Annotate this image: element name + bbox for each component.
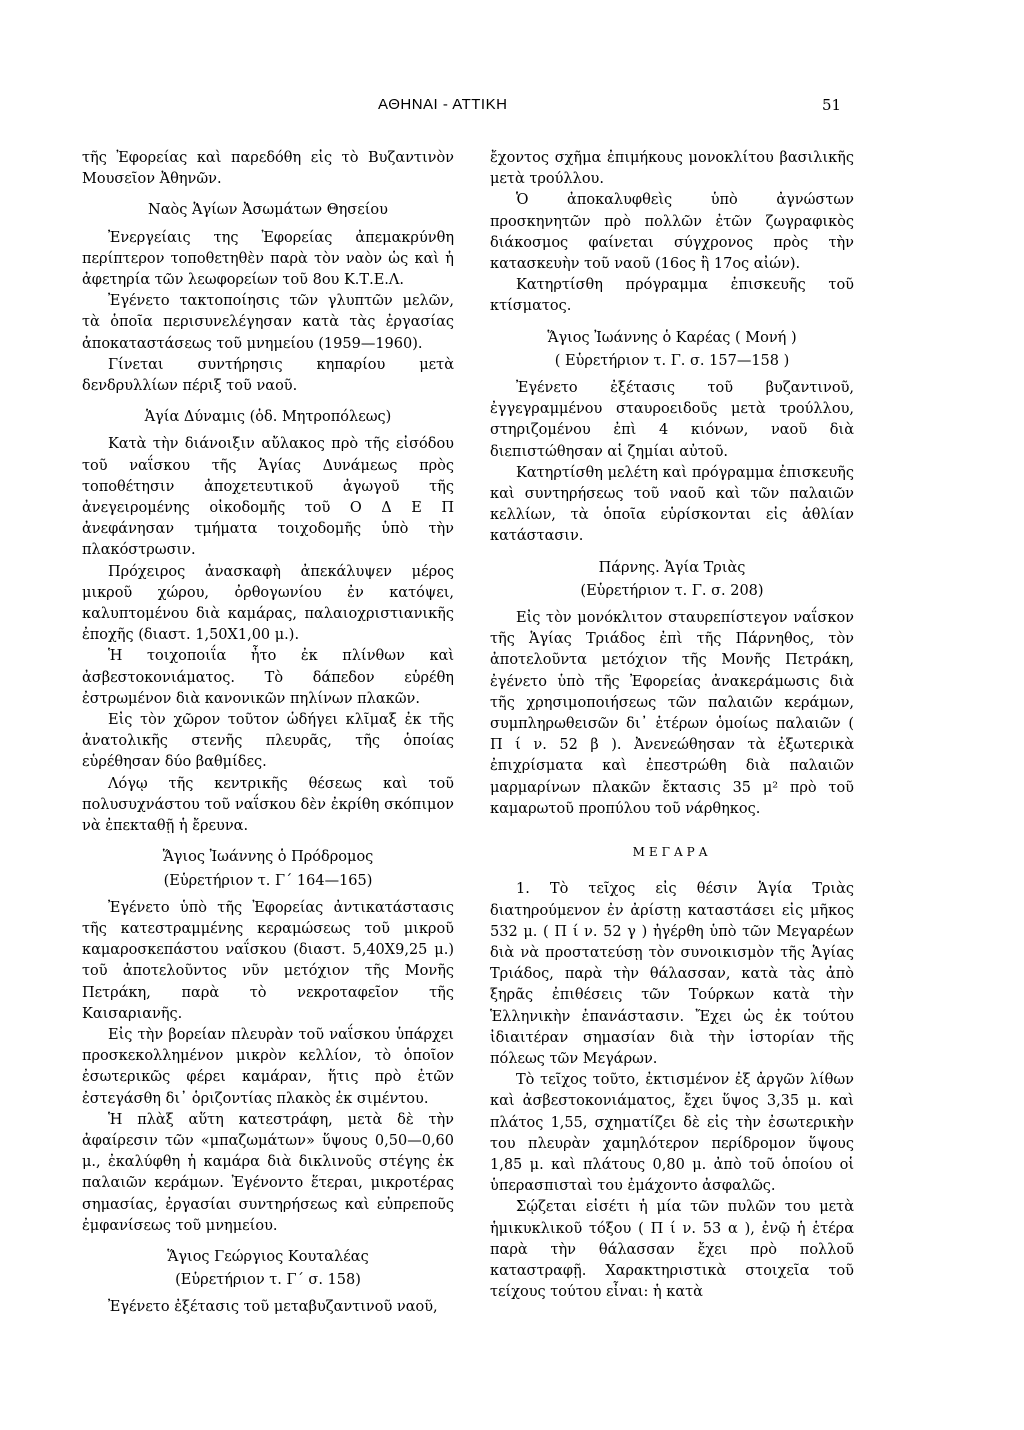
paragraph: Κατὰ τὴν διάνοιξιν αὔλακος πρὸ τῆς εἰσόδου τοῦ ναΐσκου τῆς Ἁγίας Δυνάμεως πρὸς τοποθέτησιν ἀποχετευτικοῦ ἀγωγοῦ τῆς ἀνεγειρομένης οἰκοδομῆς τοῦ Ο Δ Ε Π ἀνεφάνησαν τμήματα τοιχοδομῆς ὑπὸ τὴν πλακόστρωσιν. — [82, 436, 454, 559]
page-header — [0, 96, 1024, 120]
paragraph: Κατηρτίσθη μελέτη καὶ πρόγραμμα ἐπισκευῆς καὶ συντηρήσεως τοῦ ναοῦ καὶ τῶν παλαιῶν κελλίων, τὰ ὁποῖα εὑρίσκονται εἰς ἀθλίαν κατάστασιν. — [490, 464, 854, 545]
paragraph: Ἐγένετο ὑπὸ τῆς Ἐφορείας ἀντικατάστασις τῆς κατεστραμμένης κεραμώσεως τοῦ μικροῦ καμαροσκεπάστου ναΐσκου (διαστ. 5,40Χ9,25 μ.) τοῦ ἀποτελοῦντος νῦν μετόχιον τῆς Μονῆς Πετράκη, παρὰ τὸ νεκροταφεῖον τῆς Καισαριανῆς. — [82, 899, 454, 1022]
paragraph: Ἐγένετο ἐξέτασις τοῦ βυζαντινοῦ, ἐγγεγραμμένου σταυροειδοῦς μετὰ τρούλλου, στηριζομένου ἐπὶ 4 κιόνων, ναοῦ διὰ διεπιστώθησαν αἱ ζημίαι αὐτοῦ. — [490, 380, 854, 460]
paragraph: Γίνεται συντήρησις κηπαρίου μετὰ δενδρυλλίων πέριξ τοῦ ναοῦ. — [82, 356, 454, 395]
page-number: 51 — [822, 96, 842, 114]
running-title: ΑΘΗΝΑΙ - ΑΤΤΙΚΗ — [378, 96, 508, 113]
paragraph: Τὸ τεῖχος τοῦτο, ἐκτισμένον ἐξ ἀργῶν λίθων καὶ ἀσβεστοκονιάματος, ἔχει ὕψος 3,35 μ. καὶ πλάτος 1,55, σχηματίζει δὲ εἰς τὴν ἐσωτερικὴν του πλευρὰν χαμηλότερον περίδρομον ὕψους 1,85 μ. καὶ πλάτους 0,80 μ. ἀπὸ τοῦ ὁποίου οἱ ὑπερασπισταὶ του ἐμάχοντο ἀσφαλῶς. — [490, 1072, 854, 1195]
paragraph: τῆς Ἐφορείας καὶ παρεδόθη εἰς τὸ Βυζαντινὸν Μουσεῖον Ἀθηνῶν. — [82, 150, 454, 188]
entry-subheading: (Εὑρετήριον τ. Γ΄ σ. 158) — [175, 1272, 361, 1289]
paragraph: Κατηρτίσθη πρόγραμμα ἐπισκευῆς τοῦ κτίσματος. — [490, 277, 854, 315]
entry-heading: Ἁγία Δύναμις (ὁδ. Μητροπόλεως) — [144, 409, 392, 426]
entry-heading: Ναὸς Ἁγίων Ἀσωμάτων Θησείου — [148, 202, 388, 219]
entry-heading: Ἅγιος Ἰωάννης ὁ Πρόδρομος — [162, 849, 374, 866]
right-column — [490, 148, 854, 1303]
paragraph: Πρόχειρος ἀνασκαφὴ ἀπεκάλυψεν μέρος μικροῦ χώρου, ὀρθογωνίου ἐν κατόψει, καλυπτομένου διὰ καμάρας, παλαιοχριστιανικῆς ἐποχῆς (διαστ. 1,50Χ1,00 μ.). — [82, 563, 454, 644]
paragraph: Ἡ πλὰξ αὕτη κατεστράφη, μετὰ δὲ τὴν ἀφαίρεσιν τῶν «μπαζωμάτων» ὕψους 0,50—0,60 μ., ἐκαλύφθη ἡ καμάρα διὰ δικλινοῦς στέγης ἐκ παλαιῶν κεράμων. Ἐγένοντο ἕτεραι, μικροτέρας σημασίας, ἐργασίαι συντηρήσεως καὶ εὐπρεποῦς ἐμφανίσεως τοῦ μνημείου. — [82, 1111, 454, 1234]
left-column — [82, 148, 454, 1319]
paragraph: Εἰς τὸν μονόκλιτον σταυρεπίστεγον ναΐσκον τῆς Ἁγίας Τριάδος ἐπὶ τῆς Πάρνηθος, τὸν ἀποτελοῦντα μετόχιον τῆς Μονῆς Πετράκη, ἐγένετο ὑπὸ τῆς Ἐφορείας ἀνακεράμωσις διὰ τῆς χρησιμοποιήσεως τῶν παλαιῶν κεράμων, συμπληρωθεισῶν δι᾽ ἑτέρων ὁμοίως παλαιῶν ( Π ί ν. 52 β ). Ἀνενεώθησαν τὰ ἐξωτερικὰ ἐπιχρίσματα καὶ ἐπεστρώθη διὰ παλαιῶν μαρμαρίνων πλακῶν ἔκτασις 35 μ² πρὸ τοῦ καμαρωτοῦ προπύλου τοῦ νάρθηκος. — [490, 610, 854, 817]
entry-subheading: (Εὑρετήριον τ. Γ΄ 164—165) — [163, 872, 373, 889]
section-heading: ΜΕΓΑΡΑ — [632, 845, 712, 860]
paragraph: Ἐνεργείαις της Ἐφορείας ἀπεμακρύνθη περίπτερον τοποθετηθὲν παρὰ τὸν ναὸν ὡς καὶ ἡ ἀφετηρία τῶν λεωφορείων τοῦ 8ου Κ.Τ.Ε.Λ. — [82, 229, 454, 289]
paragraph: Ὁ ἀποκαλυφθεὶς ὑπὸ ἀγνώστων προσκηνητῶν πρὸ πολλῶν ἐτῶν ζωγραφικὸς διάκοσμος φαίνεται σύγχρονος πρὸς τὴν κατασκευὴν τοῦ ναοῦ (16ος ἢ 17ος αἰών). — [490, 192, 854, 273]
paragraph: ἔχοντος σχῆμα ἐπιμήκους μονοκλίτου βασιλικῆς μετὰ τρούλλου. — [490, 150, 854, 188]
paragraph: Ἐγένετο τακτοποίησις τῶν γλυπτῶν μελῶν, τὰ ὁποῖα περισυνελέγησαν κατὰ τὰς ἐργασίας ἀποκαταστάσεως τοῦ μνημείου (1959—1960). — [82, 293, 454, 352]
paragraph: Εἰς τὴν βορείαν πλευρὰν τοῦ ναΐσκου ὑπάρχει προσκεκολλημένον μικρὸν κελλίον, τὸ ὁποῖον ἐσωτερικῶς φέρει καμάραν, ἥτις πρὸ ἐτῶν ἐστεγάσθη δι᾽ ὁριζοντίας πλακὸς ἐκ σιμέντου. — [82, 1026, 454, 1107]
paragraph: Εἰς τὸν χῶρον τοῦτον ὡδήγει κλῖμαξ ἐκ τῆς ἀνατολικῆς στενῆς πλευρᾶς, τῆς ὁποίας εὑρέθησαν δύο βαθμίδες. — [82, 712, 454, 771]
paragraph: Σῴζεται εἰσέτι ἡ μία τῶν πυλῶν του μετὰ ἡμικυκλικοῦ τόξου ( Π ί ν. 53 α ), ἐνῷ ἡ ἑτέρα παρὰ τὴν θάλασσαν ἔχει πρὸ πολλοῦ καταστραφῇ. Χαρακτηριστικὰ στοιχεῖα τοῦ τείχους τούτου εἶναι: ἡ κατὰ — [490, 1199, 854, 1301]
entry-heading: Ἅγιος Γεώργιος Κουταλέας — [167, 1248, 369, 1265]
entry-subheading: (Εὑρετήριον τ. Γ. σ. 208) — [580, 582, 764, 599]
entry-heading: Ἅγιος Ἰωάννης ὁ Καρέας ( Μονή ) — [547, 329, 797, 346]
paragraph: 1. Τὸ τεῖχος εἰς θέσιν Ἁγία Τριὰς διατηρούμενον ἐν ἀρίστῃ καταστάσει εἰς μῆκος 532 μ. ( Π ί ν. 52 γ ) ἠγέρθη ὑπὸ τῶν Μεγαρέων διὰ νὰ προστατεύσῃ τὸν συνοικισμὸν τῆς Ἁγίας Τριάδος, παρὰ τὴν θάλασσαν, κατὰ τὰς ἀπὸ ξηρᾶς ἐπιθέσεις τῶν Τούρκων κατὰ τὴν Ἑλληνικὴν ἐπανάστασιν. Ἔχει ὡς ἐκ τούτου ἰδιαιτέραν σημασίαν διὰ τὴν ἱστορίαν τῆς πόλεως τῶν Μεγάρων. — [490, 881, 854, 1067]
paragraph: Ἡ τοιχοποιΐα ἦτο ἐκ πλίνθων καὶ ἀσβεστοκονιάματος. Τὸ δάπεδον εὑρέθη ἐστρωμένον διὰ κανονικῶν πηλίνων πλακῶν. — [82, 648, 454, 707]
paragraph: Ἐγένετο ἐξέτασις τοῦ μεταβυζαντινοῦ ναοῦ, — [108, 1299, 438, 1316]
paragraph: Λόγῳ τῆς κεντρικῆς θέσεως καὶ τοῦ πολυσυχνάστου τοῦ ναΐσκου δὲν ἐκρίθη σκόπιμον νὰ ἐπεκταθῇ ἡ ἔρευνα. — [82, 775, 454, 835]
entry-subheading: ( Εὑρετήριον τ. Γ. σ. 157—158 ) — [554, 352, 790, 369]
entry-heading: Πάρνης. Ἁγία Τριὰς — [598, 559, 746, 576]
